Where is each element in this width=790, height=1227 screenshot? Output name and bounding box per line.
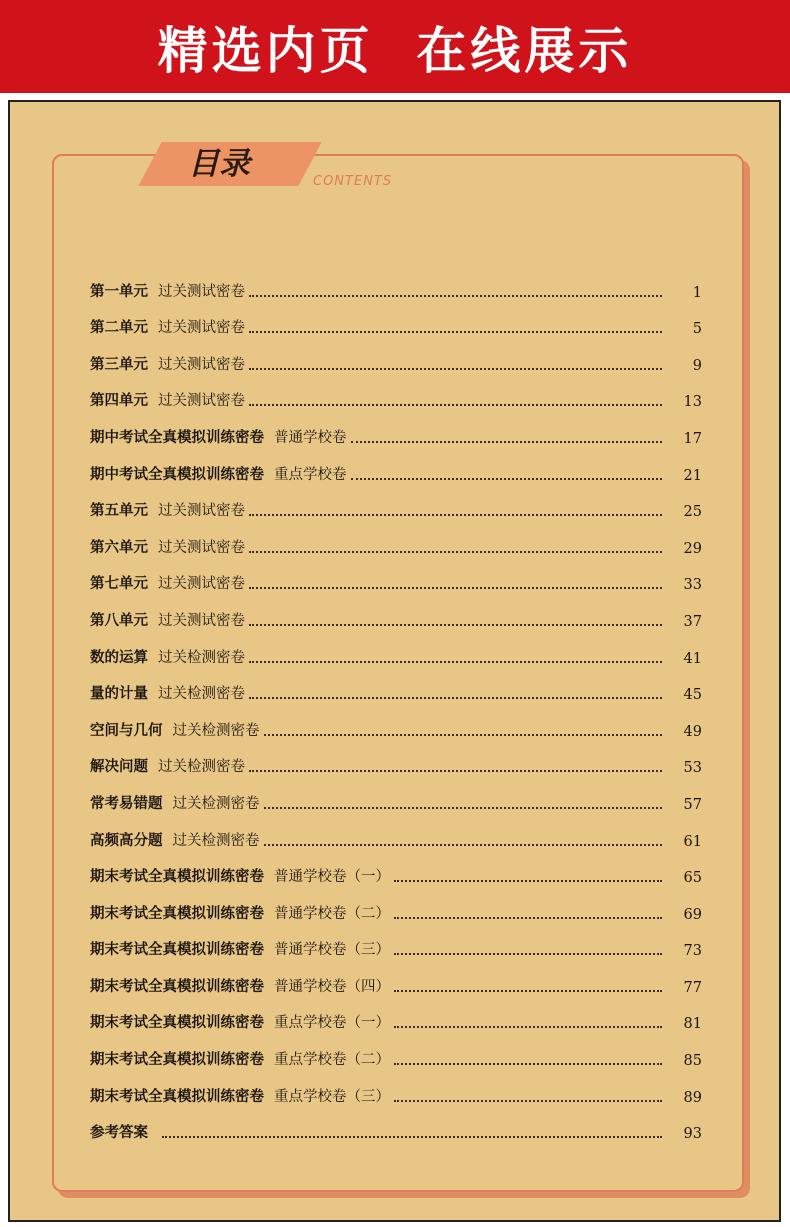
dot-leader (249, 294, 662, 297)
dot-leader (264, 843, 663, 846)
toc-entry[interactable] (90, 264, 702, 301)
toc-entry-subtitle: 过关检测密卷 (172, 795, 260, 812)
toc-entry-page: 25 (683, 504, 702, 521)
toc-entry-title: 期末考试全真模拟训练密卷 (90, 868, 264, 886)
toc-entry-page: 77 (683, 979, 702, 996)
toc-entry-page: 65 (683, 870, 702, 887)
dot-leader (249, 769, 662, 772)
toc-entry-subtitle: 普通学校卷（三） (274, 942, 390, 959)
toc-entry-subtitle: 普通学校卷（二） (274, 905, 390, 922)
toc-entry-subtitle: 过关测试密卷 (158, 320, 245, 337)
dot-leader (249, 513, 662, 516)
toc-entry-subtitle: 过关测试密卷 (158, 283, 245, 300)
toc-entry-title: 参考答案 (90, 1124, 148, 1142)
toc-entry-subtitle: 重点学校卷（三） (274, 1088, 390, 1105)
dot-leader (162, 1135, 662, 1138)
toc-entry-page: 21 (683, 467, 702, 484)
toc-entry-subtitle: 过关测试密卷 (158, 503, 245, 520)
toc-entry-page: 61 (683, 833, 702, 850)
toc-entry-page: 5 (692, 321, 702, 338)
toc-entry-page: 53 (683, 760, 702, 777)
toc-entry-page: 33 (683, 577, 702, 594)
toc-entry[interactable] (90, 301, 702, 338)
dot-leader (394, 879, 662, 882)
toc-entry-title: 第六单元 (90, 538, 148, 556)
toc-entry-title: 第一单元 (90, 282, 148, 300)
toc-entry[interactable] (90, 630, 702, 667)
toc-entry-subtitle: 普通学校卷（一） (274, 869, 390, 886)
toc-entry-page: 57 (683, 796, 702, 813)
toc-entry-subtitle: 普通学校卷 (274, 429, 347, 446)
dot-leader (264, 806, 663, 809)
toc-entry[interactable] (90, 557, 702, 594)
toc-entry-subtitle: 过关检测密卷 (172, 832, 260, 849)
toc-entry[interactable] (90, 886, 702, 923)
toc-entry-title: 期末考试全真模拟训练密卷 (90, 1087, 264, 1105)
dot-leader (394, 916, 662, 919)
dot-leader (394, 1099, 662, 1102)
toc-entry[interactable] (90, 410, 702, 447)
dot-leader (394, 1025, 662, 1028)
toc-entry-title: 期末考试全真模拟训练密卷 (90, 1051, 264, 1069)
toc-entry-title: 第二单元 (90, 319, 148, 337)
toc-entry-page: 89 (683, 1089, 702, 1106)
dot-leader (249, 623, 662, 626)
toc-entry-page: 73 (683, 943, 702, 960)
toc-entry-page: 1 (692, 284, 702, 301)
dot-leader (351, 440, 663, 443)
toc-entry-title: 期末考试全真模拟训练密卷 (90, 977, 264, 995)
toc-entry[interactable] (90, 593, 702, 630)
toc-entry[interactable] (90, 813, 702, 850)
toc-entry-title: 期末考试全真模拟训练密卷 (90, 1014, 264, 1032)
toc-title-en: CONTENTS (313, 174, 393, 189)
toc-entry[interactable] (90, 850, 702, 887)
toc-entry[interactable] (90, 337, 702, 374)
toc-entry-subtitle: 过关测试密卷 (158, 539, 245, 556)
toc-entry-title: 量的计量 (90, 685, 148, 703)
toc-entry-page: 81 (683, 1016, 702, 1033)
toc-entry-page: 29 (683, 540, 702, 557)
toc-entry-page: 49 (683, 723, 702, 740)
toc-entry-subtitle: 过关检测密卷 (158, 759, 245, 776)
toc-entry[interactable] (90, 1069, 702, 1106)
toc-entry-title: 解决问题 (90, 758, 148, 776)
dot-leader (264, 733, 663, 736)
toc-entry-title: 期末考试全真模拟训练密卷 (90, 941, 264, 959)
toc-entry[interactable] (90, 959, 702, 996)
dot-leader (351, 477, 663, 480)
toc-entry-subtitle: 普通学校卷（四） (274, 978, 390, 995)
header-banner (0, 0, 790, 93)
toc-entry[interactable] (90, 374, 702, 411)
toc-entry-subtitle: 过关测试密卷 (158, 576, 245, 593)
toc-entry[interactable] (90, 447, 702, 484)
toc-entry[interactable] (90, 996, 702, 1033)
toc-entry-title: 第七单元 (90, 575, 148, 593)
toc-entry-page: 69 (683, 906, 702, 923)
toc-entry-subtitle: 过关检测密卷 (172, 722, 260, 739)
toc-entry-subtitle: 过关测试密卷 (158, 393, 245, 410)
toc-entry[interactable] (90, 923, 702, 960)
toc-entry-subtitle: 重点学校卷（一） (274, 1015, 390, 1032)
toc-entry[interactable] (90, 520, 702, 557)
toc-entry-page: 85 (683, 1053, 702, 1070)
toc-entry-title: 常考易错题 (90, 794, 163, 812)
book-page (8, 100, 781, 1222)
toc-entry-subtitle: 过关测试密卷 (158, 612, 245, 629)
toc-entry-subtitle: 过关检测密卷 (158, 649, 245, 666)
dot-leader (394, 1062, 662, 1065)
toc-entry-page: 17 (683, 430, 702, 447)
toc-entry-page: 13 (683, 394, 702, 411)
toc-title: 目录 (188, 146, 250, 182)
dot-leader (394, 952, 662, 955)
toc-entry-subtitle: 重点学校卷（二） (274, 1052, 390, 1069)
dot-leader (249, 330, 662, 333)
dot-leader (249, 696, 662, 699)
dot-leader (394, 989, 662, 992)
toc-entry[interactable] (90, 484, 702, 521)
banner-title: 精选内页 在线展示 (157, 21, 633, 80)
toc-entry-page: 41 (683, 650, 702, 667)
toc-entry-title: 高频高分题 (90, 831, 163, 849)
toc-entry-title: 期中考试全真模拟训练密卷 (90, 428, 264, 446)
toc-entry[interactable] (90, 1106, 702, 1143)
dot-leader (249, 586, 662, 589)
toc-entry-title: 第三单元 (90, 355, 148, 373)
toc-entry[interactable] (90, 703, 702, 740)
toc-entry-page: 37 (683, 613, 702, 630)
toc-entry[interactable] (90, 776, 702, 813)
toc-entry-title: 第五单元 (90, 502, 148, 520)
toc-entry[interactable] (90, 1032, 702, 1069)
toc-entry-subtitle: 过关测试密卷 (158, 356, 245, 373)
toc-entry-title: 第八单元 (90, 611, 148, 629)
toc-entry[interactable] (90, 667, 702, 704)
toc-entry-title: 期末考试全真模拟训练密卷 (90, 904, 264, 922)
toc-entry-title: 数的运算 (90, 648, 148, 666)
toc-list (90, 264, 702, 1142)
dot-leader (249, 367, 662, 370)
toc-entry-page: 45 (683, 687, 702, 704)
toc-entry-title: 第四单元 (90, 392, 148, 410)
toc-entry[interactable] (90, 740, 702, 777)
toc-entry-page: 93 (683, 1126, 702, 1143)
toc-entry-subtitle: 重点学校卷 (274, 466, 347, 483)
toc-entry-page: 9 (692, 357, 702, 374)
dot-leader (249, 660, 662, 663)
toc-entry-title: 期中考试全真模拟训练密卷 (90, 465, 264, 483)
toc-entry-subtitle: 过关检测密卷 (158, 686, 245, 703)
dot-leader (249, 403, 662, 406)
toc-entry-title: 空间与几何 (90, 721, 163, 739)
dot-leader (249, 550, 662, 553)
